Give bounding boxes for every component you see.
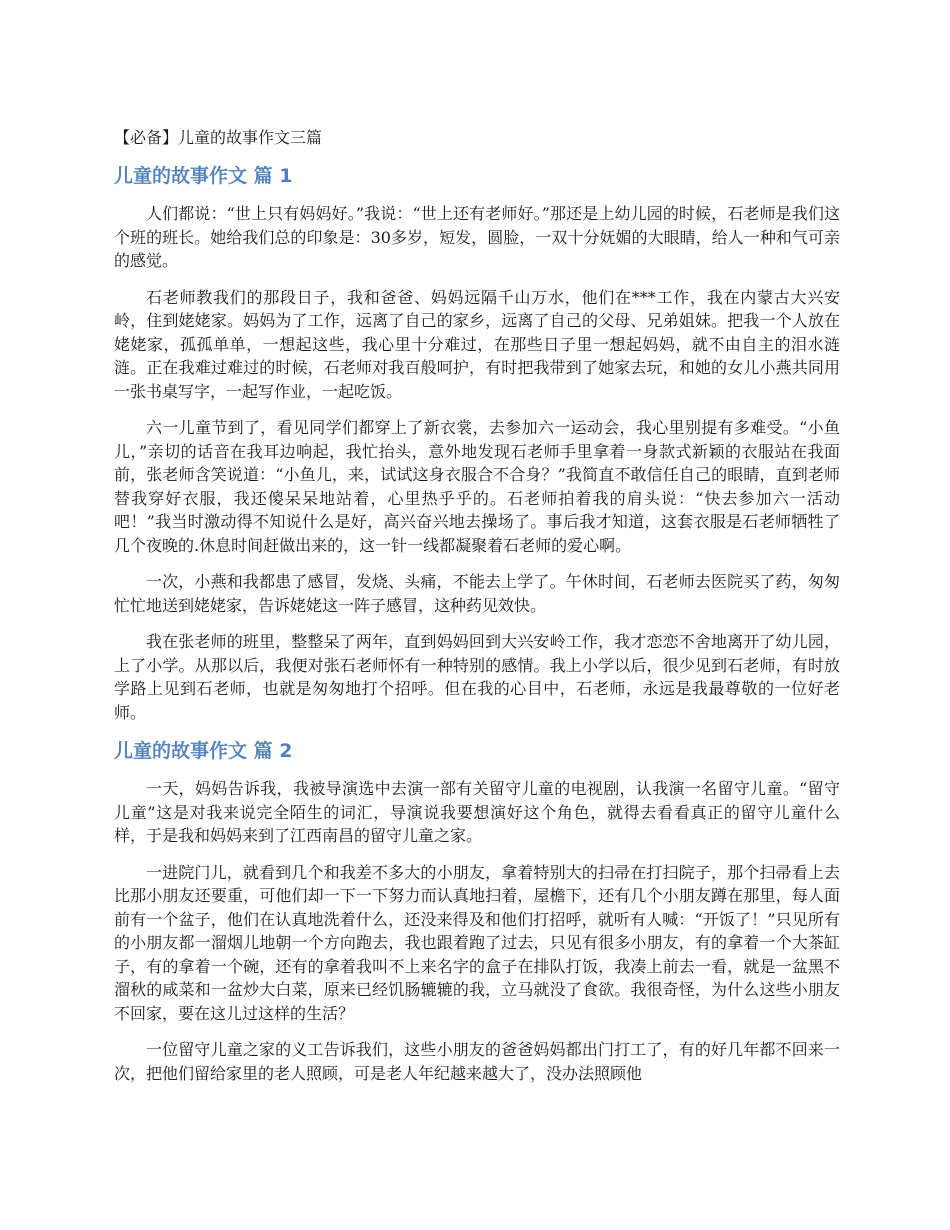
- section-2: [114, 737, 840, 1085]
- section-heading: 儿童的故事作文 篇 1: [114, 165, 293, 187]
- paragraph: 石老师教我们的那段日子，我和爸爸、妈妈远隔千山万水，他们在***工作，我在内蒙古大兴安岭，住到姥姥家。妈妈为了工作，远离了自己的家乡，远离了自己的父母、兄弟姐妹。把我一个人放在姥姥家，孤孤单单，一想起这些，我心里十分难过，在那些日子里一想起妈妈，就不由自主的泪水涟涟。正在我难过难过的时候，石老师对我百般呵护，有时把我带到了她家去玩，和她的女儿小燕共同用一张书桌写字，一起写作业，一起吃饭。: [114, 287, 840, 401]
- paragraph: 六一儿童节到了，看见同学们都穿上了新衣裳，去参加六一运动会，我心里别提有多难受。“小鱼儿，”亲切的话音在我耳边响起，我忙抬头，意外地发现石老师手里拿着一身款式新颖的衣服站在我面前，张老师含笑说道：“小鱼儿，来，试试这身衣服合不合身？”我简直不敢信任自己的眼睛，直到老师替我穿好衣服，我还傻呆呆地站着，心里热乎乎的。石老师拍着我的肩头说：“快去参加六一活动吧！”我当时激动得不知说什么是好，高兴奋兴地去操场了。事后我才知道，这套衣服是石老师牺牲了几个夜晚的.休息时间赶做出来的，这一针一线都凝聚着石老师的爱心啊。: [114, 418, 840, 555]
- document-page: [114, 126, 840, 1098]
- paragraph: 一次，小燕和我都患了感冒，发烧、头痛，不能去上学了。午休时间，石老师去医院买了药，匆匆忙忙地送到姥姥家，告诉姥姥这一阵子感冒，这种药见效快。: [114, 572, 840, 615]
- paragraph: 人们都说：“世上只有妈妈好。”我说：“世上还有老师好。”那还是上幼儿园的时候，石老师是我们这个班的班长。她给我们总的印象是：30多岁，短发，圆脸，一双十分妩媚的大眼睛，给人一种和气可亲的感觉。: [114, 204, 840, 270]
- paragraph: 一天，妈妈告诉我，我被导演选中去演一部有关留守儿童的电视剧，认我演一名留守儿童。“留守儿童”这是对我来说完全陌生的词汇，导演说我要想演好这个角色，就得去看看真正的留守儿童什么样，于是我和妈妈来到了江西南昌的留守儿童之家。: [114, 779, 840, 845]
- paragraph: 我在张老师的班里，整整呆了两年，直到妈妈回到大兴安岭工作，我才恋恋不舍地离开了幼儿园，上了小学。从那以后，我便对张石老师怀有一种特别的感情。我上小学以后，很少见到石老师，有时放学路上见到石老师，也就是匆匆地打个招呼。但在我的心目中，石老师，永远是我最尊敬的一位好老师。: [114, 632, 840, 722]
- section-heading: 儿童的故事作文 篇 2: [114, 740, 293, 762]
- document-title: 【必备】儿童的故事作文三篇: [114, 128, 323, 147]
- paragraph: 一进院门儿，就看到几个和我差不多大的小朋友，拿着特别大的扫帚在打扫院子，那个扫帚看上去比那小朋友还要重，可他们却一下一下努力而认真地扫着，屋檐下，还有几个小朋友蹲在那里，每人面前有一个盆子，他们在认真地洗着什么，还没来得及和他们打招呼，就听有人喊：“开饭了！”只见所有的小朋友都一溜烟儿地朝一个方向跑去，我也跟着跑了过去，只见有很多小朋友，有的拿着一个大茶缸子，有的拿着一个碗，还有的拿着我叫不上来名字的盒子在排队打饭，我凑上前去一看，就是一盆黑不溜秋的咸菜和一盆炒大白菜，原来已经饥肠辘辘的我，立马就没了食欲。我很奇怪，为什么这些小朋友不回家，要在这儿过这样的生活？: [114, 862, 840, 1023]
- paragraph: 一位留守儿童之家的义工告诉我们，这些小朋友的爸爸妈妈都出门打工了，有的好几年都不回来一次，把他们留给家里的老人照顾，可是老人年纪越来越大了，没办法照顾他: [114, 1040, 840, 1083]
- section-1: [114, 162, 840, 724]
